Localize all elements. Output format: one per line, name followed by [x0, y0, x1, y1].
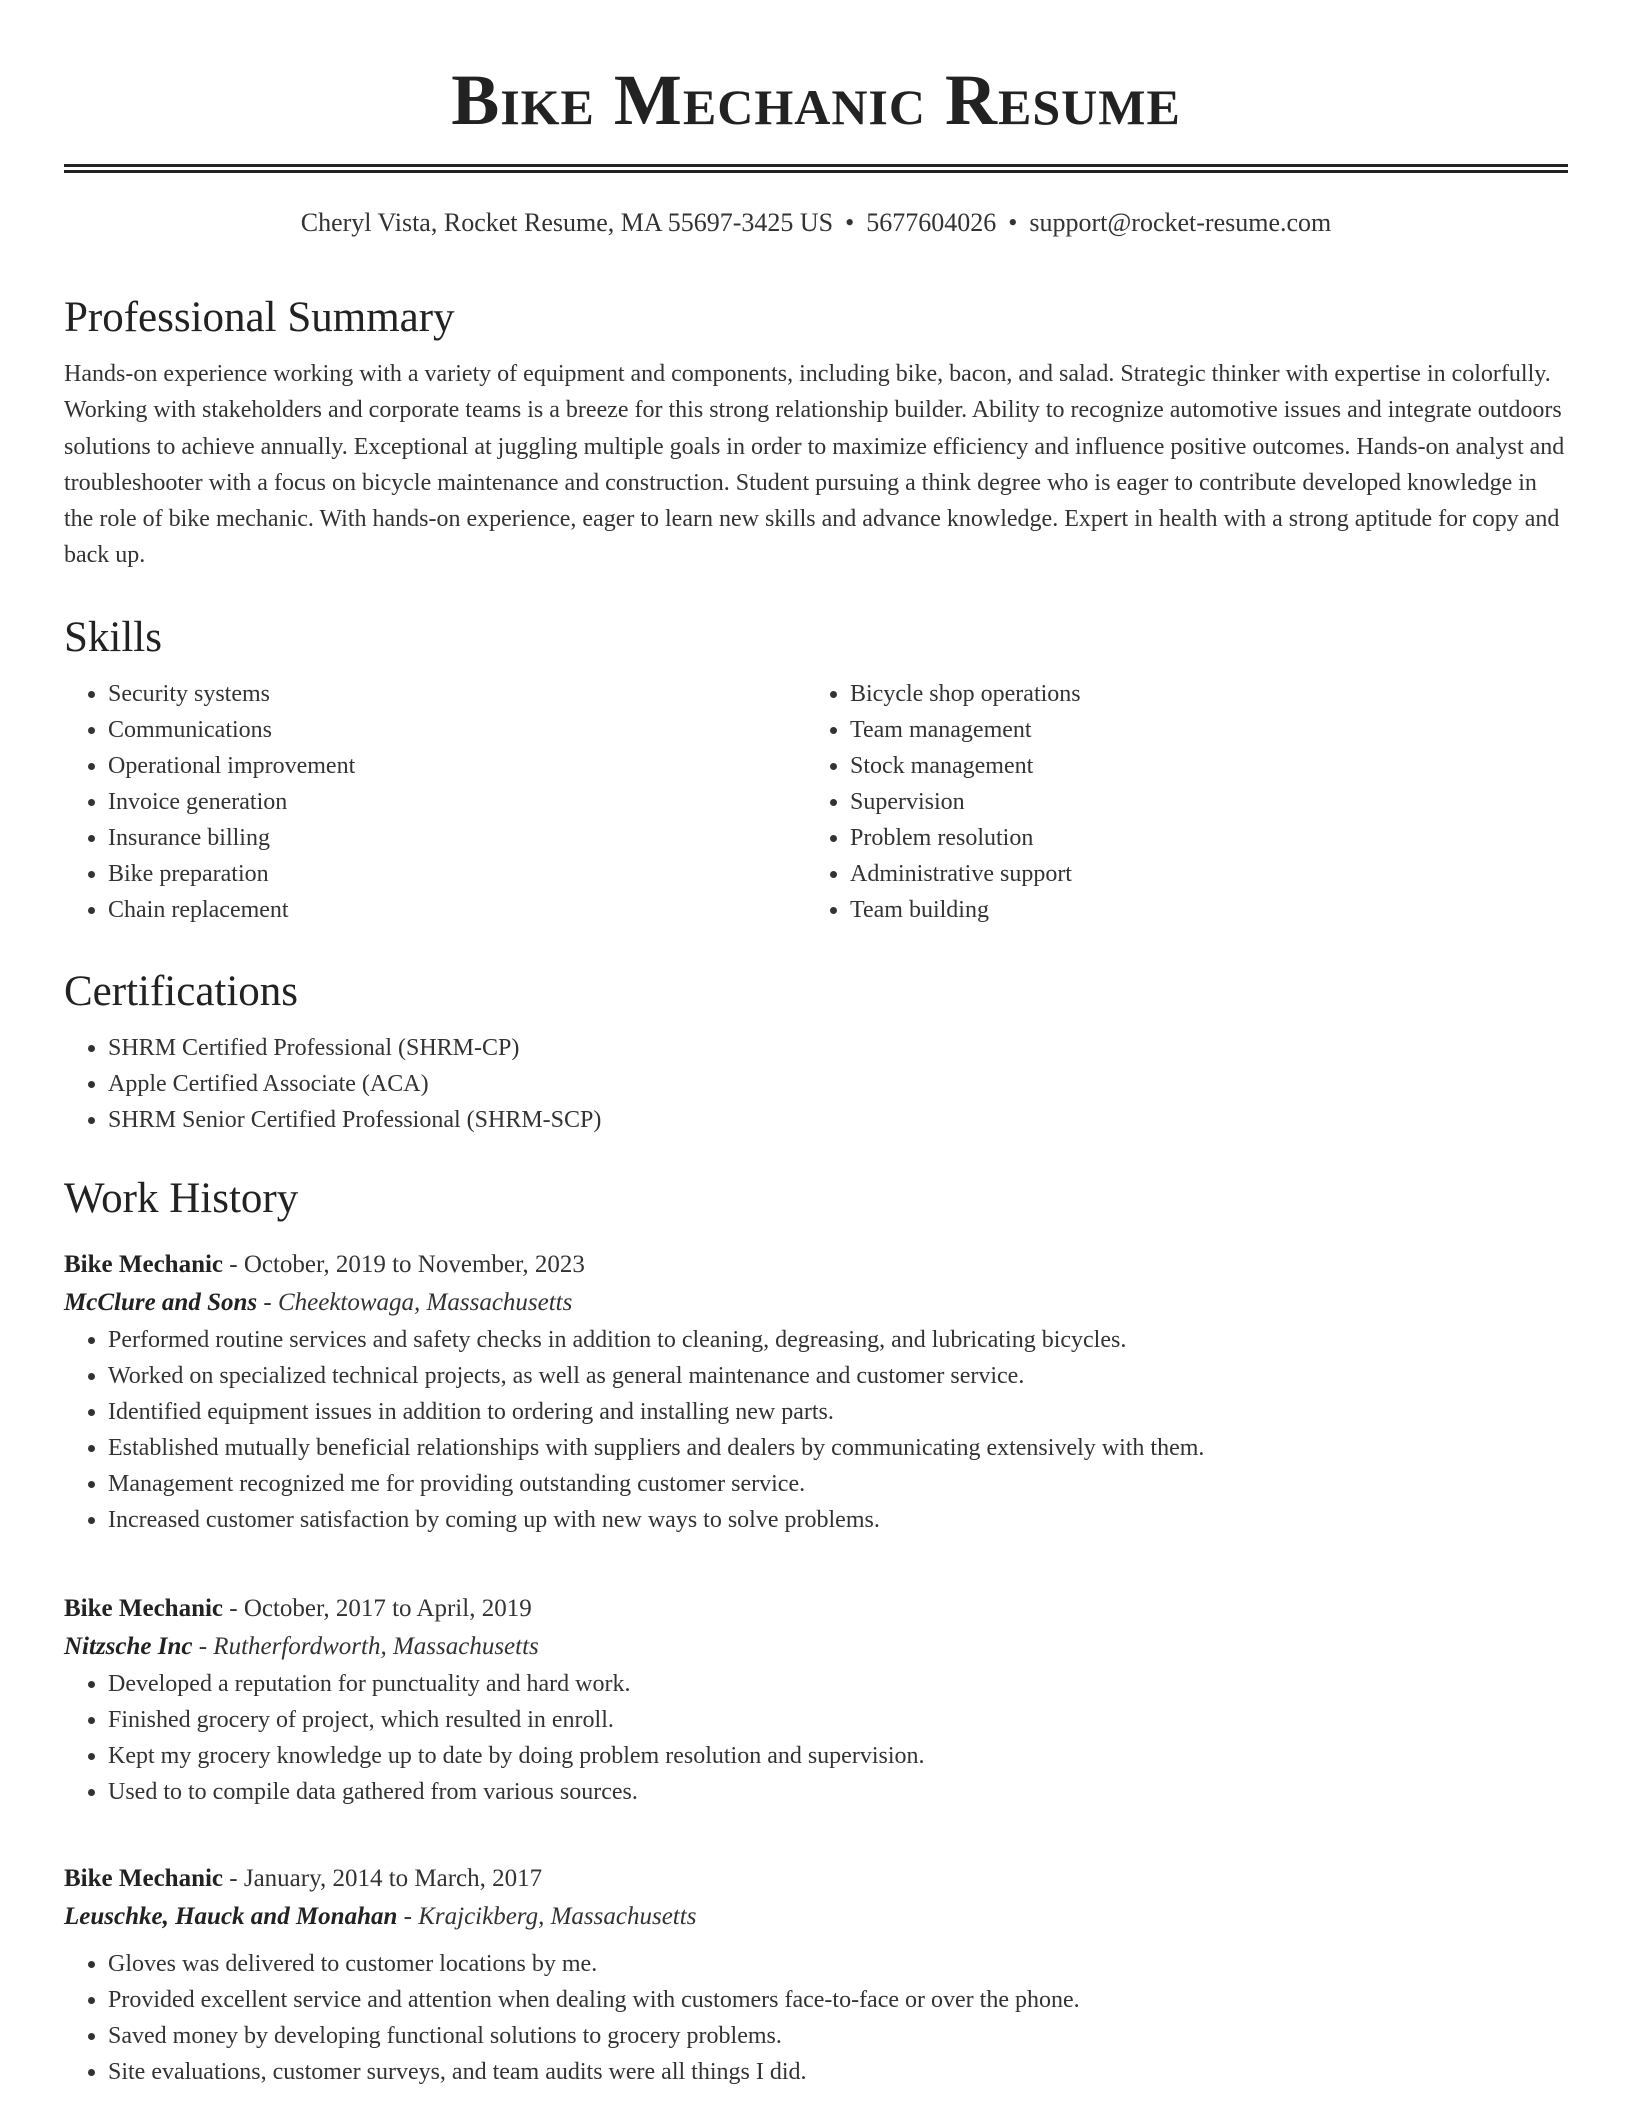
skill-item: • Bicycle shop operations: [850, 676, 1548, 712]
job-bullet: • Established mutually beneficial relationships with suppliers and dealers by communicating extensively with them.: [108, 1430, 1568, 1466]
title-double-rule: [64, 164, 1568, 173]
job-bullet: • Identified equipment issues in addition to ordering and installing new parts.: [108, 1394, 1568, 1430]
job-dates: - January, 2014 to March, 2017: [223, 1865, 543, 1892]
work-history-section: [64, 1173, 1568, 1225]
skills-section: [64, 612, 1568, 928]
skills-left-column: [64, 676, 806, 928]
skills-columns: [64, 676, 1568, 928]
job-bullet: • Saved money by developing functional solutions to grocery problems.: [108, 2018, 1568, 2054]
job-title-line: [64, 1246, 1568, 1284]
job-location: - Rutherfordworth, Massachusetts: [192, 1633, 539, 1660]
job-entry: [64, 1246, 1568, 1538]
skill-item: • Team management: [850, 712, 1548, 748]
contact-separator: •: [845, 208, 855, 237]
job-location: - Cheektowaga, Massachusetts: [257, 1289, 573, 1316]
summary-heading: Professional Summary: [64, 294, 455, 341]
skill-item: • Supervision: [850, 784, 1548, 820]
job-bullet: • Provided excellent service and attention when dealing with customers face-to-face or over the phone.: [108, 1982, 1568, 2018]
certifications-section: [64, 966, 1568, 1138]
summary-paragraph: Hands-on experience working with a variety of equipment and components, including bike, bacon, and salad. Strategic thinker with expertise in colorfully. Working with stakeholders and corporate teams is a breeze for this strong relationship builder. Ability to recognize automotive issues and integrate outdoors solutions to achieve annually. Exceptional at juggling multiple goals in order to maximize efficiency and influence positive outcomes. Hands-on analyst and troubleshooter with a focus on bicycle maintenance and construction. Student pursuing a think degree who is eager to contribute developed knowledge in the role of bike mechanic. With hands-on experience, eager to learn new skills and advance knowledge. Expert in health with a strong aptitude for copy and back up.: [64, 361, 1565, 569]
skill-item: • Communications: [108, 712, 806, 748]
skill-item: • Bike preparation: [108, 856, 806, 892]
job-bullet: • Performed routine services and safety checks in addition to cleaning, degreasing, and lubricating bicycles.: [108, 1322, 1568, 1358]
job-bullet: • Management recognized me for providing outstanding customer service.: [108, 1466, 1568, 1502]
contact-line: [64, 207, 1568, 239]
summary-section: [64, 292, 1568, 574]
contact-address: Cheryl Vista, Rocket Resume, MA 55697-3425 US: [300, 208, 834, 237]
job-bullet-list: [64, 1322, 1568, 1538]
job-company-line: [64, 1284, 1568, 1322]
job-bullet-list: [64, 1946, 1568, 2090]
job-bullet: • Worked on specialized technical projects, as well as general maintenance and customer service.: [108, 1358, 1568, 1394]
skills-heading: Skills: [64, 614, 162, 661]
skills-right-list: [806, 676, 1548, 928]
certification-item: • SHRM Senior Certified Professional (SHRM-SCP): [108, 1102, 1568, 1138]
job-dates: - October, 2019 to November, 2023: [223, 1251, 585, 1278]
job-bullet: • Developed a reputation for punctuality and hard work.: [108, 1666, 1568, 1702]
skill-item: • Insurance billing: [108, 820, 806, 856]
job-bullet: • Increased customer satisfaction by coming up with new ways to solve problems.: [108, 1502, 1568, 1538]
skill-item: • Operational improvement: [108, 748, 806, 784]
job-title: Bike Mechanic: [64, 1251, 224, 1278]
skill-item: • Security systems: [108, 676, 806, 712]
certification-item: • SHRM Certified Professional (SHRM-CP): [108, 1030, 1568, 1066]
job-company: McClure and Sons: [64, 1289, 258, 1316]
job-entry: [64, 1590, 1568, 1810]
skills-left-list: [64, 676, 806, 928]
work-history-heading: Work History: [64, 1175, 299, 1222]
job-bullet: • Kept my grocery knowledge up to date by doing problem resolution and supervision.: [108, 1738, 1568, 1774]
job-location: - Krajcikberg, Massachusetts: [397, 1903, 697, 1930]
job-title: Bike Mechanic: [64, 1595, 224, 1622]
job-company: Nitzsche Inc: [64, 1633, 193, 1660]
resume-title: Bike Mechanic Resume: [451, 60, 1181, 140]
job-company-line: [64, 1898, 1568, 1936]
job-title: Bike Mechanic: [64, 1865, 224, 1892]
job-bullet-list: [64, 1666, 1568, 1810]
skill-item: • Problem resolution: [850, 820, 1548, 856]
skill-item: • Stock management: [850, 748, 1548, 784]
skill-item: • Administrative support: [850, 856, 1548, 892]
contact-separator: •: [1008, 208, 1018, 237]
certifications-heading: Certifications: [64, 968, 299, 1015]
job-title-line: [64, 1590, 1568, 1628]
job-company: Leuschke, Hauck and Monahan: [64, 1903, 398, 1930]
skills-right-column: [806, 676, 1548, 928]
job-bullet: • Gloves was delivered to customer locations by me.: [108, 1946, 1568, 1982]
contact-email[interactable]: support@rocket-resume.com: [1029, 208, 1332, 237]
skill-item: • Invoice generation: [108, 784, 806, 820]
job-bullet: • Used to to compile data gathered from various sources.: [108, 1774, 1568, 1810]
certification-item: • Apple Certified Associate (ACA): [108, 1066, 1568, 1102]
job-dates: - October, 2017 to April, 2019: [223, 1595, 532, 1622]
contact-phone: 5677604026: [866, 208, 997, 237]
job-title-line: [64, 1860, 1568, 1898]
job-bullet: • Site evaluations, customer surveys, and team audits were all things I did.: [108, 2054, 1568, 2090]
job-entry: [64, 1860, 1568, 2090]
certifications-list: [64, 1030, 1568, 1138]
job-bullet: • Finished grocery of project, which resulted in enroll.: [108, 1702, 1568, 1738]
job-company-line: [64, 1628, 1568, 1666]
skill-item: • Chain replacement: [108, 892, 806, 928]
skill-item: • Team building: [850, 892, 1548, 928]
